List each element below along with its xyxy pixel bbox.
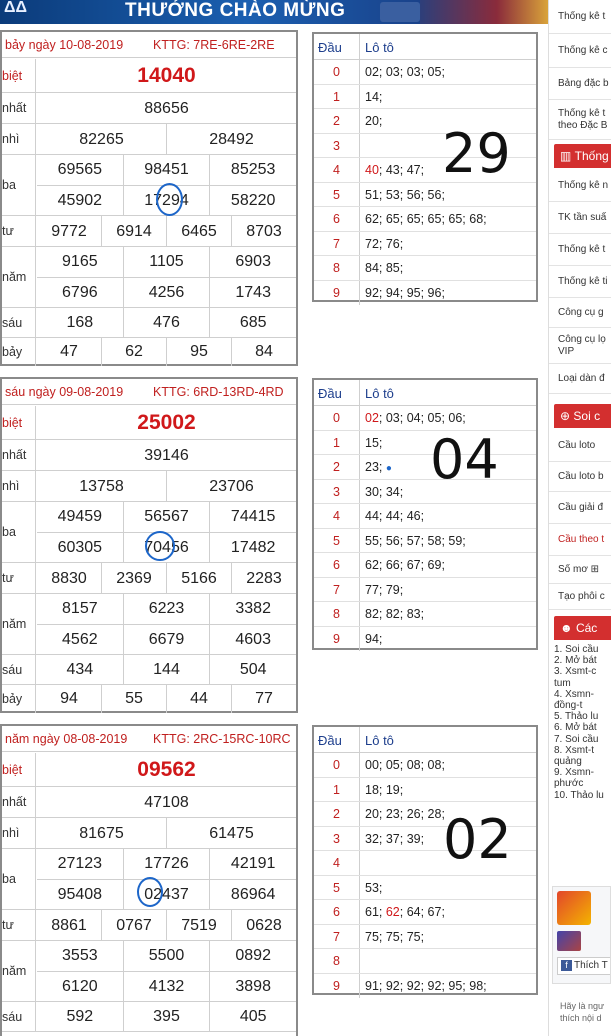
- prize-label: ba: [2, 502, 36, 562]
- facebook-footer-text: [560, 1000, 611, 1024]
- facebook-icon: f: [561, 960, 572, 971]
- prize-value: 45902: [57, 191, 103, 209]
- forum-topic-link[interactable]: 8. Xsmt-t: [554, 744, 595, 756]
- loto-values-pre: 61;: [365, 905, 386, 919]
- loto-row: [314, 529, 536, 554]
- prize-special-row: [2, 59, 296, 93]
- loto-values: 72; 76;: [365, 236, 404, 251]
- loto-values: 02; 03; 03; 05;: [365, 65, 445, 79]
- prize-value: 5166: [166, 563, 231, 594]
- prize-value: 17482: [209, 533, 296, 562]
- prize-value: 85253: [209, 155, 296, 185]
- forum-topic-link[interactable]: phước: [554, 778, 584, 790]
- loto-values: 14;: [365, 89, 383, 104]
- prize-value: 4132: [123, 972, 210, 1001]
- forum-topic-link[interactable]: 7. Soi cầu: [554, 733, 599, 745]
- handwritten-circle: [145, 531, 175, 561]
- prize-value: 7519: [166, 910, 231, 941]
- site-logo[interactable]: ΔΔ: [4, 0, 27, 16]
- prize-value: 74415: [209, 502, 296, 532]
- prize-first-row: [2, 787, 296, 818]
- dau-header: Đầu: [314, 380, 360, 405]
- prize-label: tư: [2, 910, 36, 940]
- search-icon: ⊕: [560, 409, 574, 423]
- banner-art: [420, 0, 548, 24]
- loto-head-digit: 5: [314, 876, 360, 900]
- loto-row: [314, 455, 536, 480]
- loto-highlight: 62: [385, 905, 400, 919]
- loto-values-rest: ; 43; 47;: [378, 163, 425, 177]
- loto-values: 30; 34;: [365, 484, 404, 499]
- right-sidebar: [548, 0, 611, 1036]
- prize-value: 60305: [57, 538, 103, 556]
- footer-line: Hãy là ngư: [560, 1001, 605, 1011]
- sidebar-link[interactable]: Bảng đặc b: [549, 68, 611, 100]
- prize-sixth-row: [2, 1002, 296, 1032]
- loto-head-digit: 8: [314, 602, 360, 626]
- loto-head-digit: 0: [314, 753, 360, 777]
- footer-line: thích nội d: [560, 1013, 602, 1023]
- sidebar-link-active[interactable]: Cầu theo t: [549, 524, 611, 556]
- prize-value: 44: [166, 685, 231, 713]
- prize-value: 58220: [209, 186, 296, 215]
- prize-value: 5500: [123, 941, 210, 971]
- loto-values: 20;: [365, 114, 383, 128]
- prize-value: 69565: [57, 161, 103, 178]
- loto-header: Lô tô: [365, 40, 394, 55]
- loto-head-digit: 0: [314, 406, 360, 430]
- prize-label: sáu: [2, 308, 36, 337]
- prize-sixth-row: [2, 308, 296, 338]
- loto-values: 62; 65; 65; 65; 65; 68;: [365, 212, 487, 226]
- prize-value: 23706: [166, 471, 296, 502]
- section-title: Thống: [574, 149, 609, 163]
- loto-values: 32; 37; 39;: [365, 831, 425, 846]
- loto-head-digit: 7: [314, 925, 360, 949]
- loto-head-digit: 9: [314, 627, 360, 652]
- loto-head-digit: 6: [314, 207, 360, 231]
- loto-row: [314, 85, 536, 110]
- prize-value: 6120: [62, 977, 98, 995]
- prize-value: 8703: [231, 216, 296, 247]
- result-header: [2, 726, 296, 752]
- handwritten-number: 02: [443, 808, 512, 871]
- loto-values: [360, 851, 365, 875]
- prize-label: biệt: [2, 406, 36, 439]
- banner-title: THƯỞNG CHÀO MỪNG: [125, 0, 346, 21]
- result-header: [2, 32, 296, 58]
- sidebar-link[interactable]: Thống kê t theo Đặc B: [549, 100, 611, 140]
- prize-label: nhì: [2, 471, 36, 501]
- prize-value: 8861: [51, 916, 87, 934]
- prize-value: 3553: [62, 947, 98, 964]
- loto-row: [314, 480, 536, 505]
- sidebar-link[interactable]: TK tần suấ: [549, 202, 611, 234]
- prize-value: 17726: [123, 849, 210, 879]
- loto-head-digit: 9: [314, 281, 360, 306]
- prize-value: 2369: [101, 563, 166, 594]
- loto-highlight: 40: [365, 163, 379, 177]
- loto-values: 62; 66; 67; 69;: [365, 558, 445, 572]
- prize-value: 4256: [123, 278, 210, 307]
- handwritten-number: 04: [430, 428, 499, 491]
- dau-header: Đầu: [314, 34, 360, 59]
- prize-first-row: [2, 93, 296, 124]
- loto-head-digit: 5: [314, 529, 360, 553]
- forum-topic-link[interactable]: 4. Xsmn-: [554, 688, 595, 700]
- prize-value: 6223: [123, 594, 210, 624]
- prize-value: 88656: [144, 99, 189, 117]
- top-banner[interactable]: [0, 0, 548, 24]
- prize-second-row: [2, 471, 296, 502]
- prize-value: 95: [166, 338, 231, 366]
- prize-label: sáu: [2, 655, 36, 684]
- sidebar-link[interactable]: Thống kê n: [549, 170, 611, 202]
- loto-values-rest: ; 64; 67;: [399, 905, 445, 919]
- forum-topic-link[interactable]: 3. Xsmt-c: [554, 666, 597, 678]
- prize-value: 95408: [57, 885, 103, 903]
- loto-row: [314, 406, 536, 431]
- loto-values: 44; 44; 46;: [365, 509, 425, 523]
- result-header: [2, 379, 296, 405]
- loto-head-digit: 3: [314, 134, 360, 158]
- loto-values: 82; 82; 83;: [365, 607, 425, 621]
- loto-head-digit: 1: [314, 431, 360, 455]
- loto-values: 92; 94; 95; 96;: [365, 285, 445, 300]
- loto-head-digit: 4: [314, 851, 360, 875]
- loto-values: [360, 134, 365, 158]
- prize-special-value: 25002: [137, 411, 196, 434]
- prize-value: 47: [60, 343, 78, 360]
- sidebar-link[interactable]: Công cụ lọ VIP: [549, 328, 611, 364]
- prize-value: 6903: [209, 247, 296, 277]
- loto-values: 53;: [365, 880, 383, 895]
- prize-value: 0767: [101, 910, 166, 941]
- sidebar-link[interactable]: Cầu giải đ: [549, 492, 611, 524]
- like-label: Thích T: [574, 960, 608, 971]
- loto-values: [360, 406, 466, 430]
- prize-value: 434: [66, 661, 94, 678]
- prize-value: 4562: [62, 630, 98, 648]
- prize-label: nhất: [2, 440, 36, 470]
- prize-value: 70456: [123, 533, 210, 562]
- forum-topic-link[interactable]: 2. Mở bát: [554, 655, 597, 667]
- loto-values-rest: ; 03; 04; 05; 06;: [378, 411, 466, 425]
- prize-label: biệt: [2, 59, 36, 92]
- draw-code: KTTG: 2RC-15RC-10RC: [153, 732, 291, 746]
- loto-highlight: 02: [365, 411, 379, 425]
- sidebar-section-forum[interactable]: [554, 616, 611, 640]
- loto-row: [314, 207, 536, 232]
- sidebar-link[interactable]: Thống kê t: [549, 234, 611, 266]
- prize-value: 47108: [144, 793, 189, 811]
- forum-topic-link[interactable]: 1. Soi cầu: [554, 644, 599, 655]
- result-table-1: [0, 30, 298, 366]
- loto-row: [314, 232, 536, 257]
- prize-seventh-row: [2, 685, 296, 713]
- loto-head-digit: 8: [314, 256, 360, 280]
- loto-head-digit: 2: [314, 455, 360, 479]
- loto-head-digit: 4: [314, 158, 360, 182]
- sidebar-link[interactable]: Thống kê t: [549, 0, 611, 34]
- loto-head-digit: 4: [314, 504, 360, 528]
- dau-header: Đầu: [314, 727, 360, 752]
- blue-dot-mark: ●: [385, 463, 392, 474]
- prize-value: 405: [209, 1002, 296, 1032]
- prize-value: 28492: [166, 124, 296, 155]
- prize-value: 168: [66, 314, 94, 331]
- sidebar-link[interactable]: Số mơ ⊞: [549, 556, 611, 584]
- prize-value: 17294: [123, 186, 210, 215]
- prize-value: 0628: [231, 910, 296, 941]
- loto-head-digit: 9: [314, 974, 360, 999]
- section-title: Soi c: [573, 409, 601, 423]
- draw-code: KTTG: 6RD-13RD-4RD: [153, 385, 284, 399]
- prize-value: 3382: [209, 594, 296, 624]
- prize-value: 49459: [57, 508, 103, 525]
- prize-label: nhì: [2, 124, 36, 154]
- prize-value: 86964: [209, 880, 296, 909]
- loto-values: 15;: [365, 435, 383, 450]
- loto-row: [314, 753, 536, 778]
- prize-fifth-row: [2, 247, 296, 308]
- prize-label: nhì: [2, 818, 36, 848]
- loto-head-digit: 2: [314, 802, 360, 826]
- prize-value: 476: [123, 308, 210, 338]
- prize-value: 1743: [209, 278, 296, 307]
- loto-values: 77; 79;: [365, 582, 404, 597]
- forum-topic-list: [554, 644, 611, 801]
- forum-topic-link[interactable]: 5. Thảo lu: [554, 711, 599, 723]
- prize-value: 6465: [166, 216, 231, 247]
- page-avatar[interactable]: [557, 891, 591, 925]
- prize-label: tư: [2, 216, 36, 246]
- prize-seventh-row: [2, 338, 296, 366]
- loto-row: [314, 602, 536, 627]
- prize-fifth-row: [2, 941, 296, 1002]
- prize-label: nhất: [2, 93, 36, 123]
- loto-values: [360, 900, 445, 924]
- prize-special-row: [2, 753, 296, 787]
- prize-value: 98451: [123, 155, 210, 185]
- sidebar-section-soi-cau[interactable]: [554, 404, 611, 428]
- draw-date[interactable]: sáu ngày 09-08-2019: [5, 385, 124, 399]
- loto-values: 55; 56; 57; 58; 59;: [365, 533, 466, 548]
- prize-label: sáu: [2, 1002, 36, 1031]
- sidebar-link[interactable]: Công cụ g: [549, 298, 611, 328]
- prize-value: 81675: [79, 824, 124, 842]
- prize-value: 02437: [123, 880, 210, 909]
- prize-value: 61475: [166, 818, 296, 849]
- loto-row: [314, 504, 536, 529]
- loto-values-text: 23;: [365, 460, 383, 474]
- prize-value: 56567: [123, 502, 210, 532]
- prize-value: 42191: [209, 849, 296, 879]
- loto-row: [314, 925, 536, 950]
- loto-values: 84; 85;: [365, 261, 404, 275]
- prize-label: năm: [2, 594, 36, 654]
- loto-values: [360, 158, 424, 182]
- sidebar-section-statistics[interactable]: [554, 144, 611, 168]
- friend-avatar: [557, 931, 581, 951]
- loto-head-digit: 6: [314, 553, 360, 577]
- loto-head-digit: 8: [314, 949, 360, 973]
- prize-value: 592: [66, 1008, 94, 1025]
- prize-value: 27123: [57, 855, 103, 872]
- loto-head-digit: 7: [314, 232, 360, 256]
- loto-values: [360, 455, 392, 479]
- prize-value: 1105: [123, 247, 210, 277]
- prize-special-value: 14040: [137, 64, 196, 87]
- prize-value: 84: [231, 338, 296, 366]
- loto-head-digit: 3: [314, 827, 360, 851]
- users-icon: ☻: [560, 621, 576, 635]
- prize-value: 2283: [231, 563, 296, 594]
- loto-values: 94;: [365, 631, 383, 646]
- prize-value: 6796: [62, 283, 98, 301]
- loto-values: 91; 92; 92; 92; 95; 98;: [365, 978, 487, 993]
- loto-row: [314, 627, 536, 652]
- prize-value: 62: [101, 338, 166, 366]
- loto-table-2: [312, 378, 538, 650]
- loto-row: [314, 183, 536, 208]
- loto-row: [314, 578, 536, 603]
- draw-date[interactable]: năm ngày 08-08-2019: [5, 732, 128, 746]
- prize-value: 144: [123, 655, 210, 685]
- handwritten-circle: [156, 183, 183, 216]
- loto-row: [314, 778, 536, 803]
- prize-value: 4603: [209, 625, 296, 654]
- prize-value: 395: [123, 1002, 210, 1032]
- sidebar-link[interactable]: Thống kê ti: [549, 266, 611, 298]
- facebook-like-button[interactable]: [557, 957, 611, 975]
- loto-row: [314, 876, 536, 901]
- prize-value: 8830: [51, 569, 87, 587]
- prize-value: 39146: [144, 446, 189, 464]
- prize-value: 8157: [62, 600, 98, 617]
- loto-values: 00; 05; 08; 08;: [365, 758, 445, 772]
- prize-value: 0892: [209, 941, 296, 971]
- loto-head-digit: 0: [314, 60, 360, 84]
- sidebar-link[interactable]: Tạo phôi c: [549, 584, 611, 610]
- prize-fifth-row: [2, 594, 296, 655]
- sidebar-link[interactable]: Cầu loto b: [549, 462, 611, 492]
- prize-fourth-row: [2, 563, 296, 594]
- prize-second-row: [2, 124, 296, 155]
- loto-header: Lô tô: [365, 733, 394, 748]
- prize-third-row: [2, 155, 296, 216]
- loto-values: 51; 53; 56; 56;: [365, 187, 445, 202]
- prize-label: ba: [2, 849, 36, 909]
- prize-label: bảy: [2, 338, 36, 366]
- prize-value: 82265: [79, 130, 124, 148]
- prize-value: 3898: [209, 972, 296, 1001]
- loto-head-digit: 7: [314, 578, 360, 602]
- prize-value: 77: [231, 685, 296, 713]
- loto-values: 75; 75; 75;: [365, 929, 425, 944]
- loto-row: [314, 553, 536, 578]
- prize-label: năm: [2, 941, 36, 1001]
- prize-value: 94: [60, 690, 78, 707]
- loto-head-digit: 1: [314, 778, 360, 802]
- prize-label: ba: [2, 155, 36, 215]
- prize-sixth-row: [2, 655, 296, 685]
- loto-header: Lô tô: [365, 386, 394, 401]
- forum-topic-link[interactable]: tum: [554, 677, 571, 689]
- loto-head-digit: 3: [314, 480, 360, 504]
- forum-topic-link[interactable]: quảng: [554, 756, 582, 768]
- prize-special-row: [2, 406, 296, 440]
- prize-label: bảy: [2, 685, 36, 713]
- prize-label: nhất: [2, 787, 36, 817]
- handwritten-number: 29: [442, 122, 511, 185]
- prize-label: tư: [2, 563, 36, 593]
- facebook-widget: [552, 886, 611, 984]
- loto-row: [314, 256, 536, 281]
- prize-value: 9165: [62, 253, 98, 270]
- banner-art-left: [380, 2, 420, 22]
- loto-row: [314, 281, 536, 306]
- loto-head-digit: 5: [314, 183, 360, 207]
- prize-fourth-row: [2, 910, 296, 941]
- prize-special-value: 09562: [137, 758, 196, 781]
- prize-label: năm: [2, 247, 36, 307]
- prize-first-row: [2, 440, 296, 471]
- forum-topic-link[interactable]: 6. Mở bát: [554, 722, 597, 734]
- loto-head-digit: 6: [314, 900, 360, 924]
- loto-row: [314, 900, 536, 925]
- loto-row: [314, 949, 536, 974]
- section-title: Các: [575, 621, 598, 635]
- prize-fourth-row: [2, 216, 296, 247]
- chart-icon: ▥: [560, 149, 575, 163]
- loto-head-digit: 1: [314, 85, 360, 109]
- prize-label: biệt: [2, 753, 36, 786]
- loto-row: [314, 974, 536, 999]
- prize-value: 55: [101, 685, 166, 713]
- prize-value: 9772: [51, 222, 87, 240]
- prize-value: 6679: [123, 625, 210, 654]
- handwritten-circle: [137, 877, 163, 907]
- sidebar-link[interactable]: Cầu loto: [549, 430, 611, 462]
- forum-topic-link[interactable]: 9. Xsmn-: [554, 767, 595, 779]
- sidebar-link[interactable]: Thống kê c: [549, 34, 611, 68]
- prize-value: 504: [209, 655, 296, 685]
- loto-row: [314, 431, 536, 456]
- loto-values: 20; 23; 26; 28;: [365, 807, 445, 821]
- loto-values: [360, 949, 365, 973]
- prize-second-row: [2, 818, 296, 849]
- forum-topic-link[interactable]: 10. Thảo lu: [554, 789, 604, 801]
- prize-value: 6914: [101, 216, 166, 247]
- loto-head-digit: 2: [314, 109, 360, 133]
- forum-topic-link[interactable]: đồng-t: [554, 700, 583, 712]
- draw-date[interactable]: bảy ngày 10-08-2019: [5, 38, 124, 52]
- draw-code: KTTG: 7RE-6RE-2RE: [153, 38, 275, 52]
- loto-values: 18; 19;: [365, 782, 404, 797]
- prize-value: 13758: [79, 477, 124, 495]
- prize-value: 685: [209, 308, 296, 338]
- sidebar-link[interactable]: Loại dàn đ: [549, 364, 611, 394]
- loto-row: [314, 60, 536, 85]
